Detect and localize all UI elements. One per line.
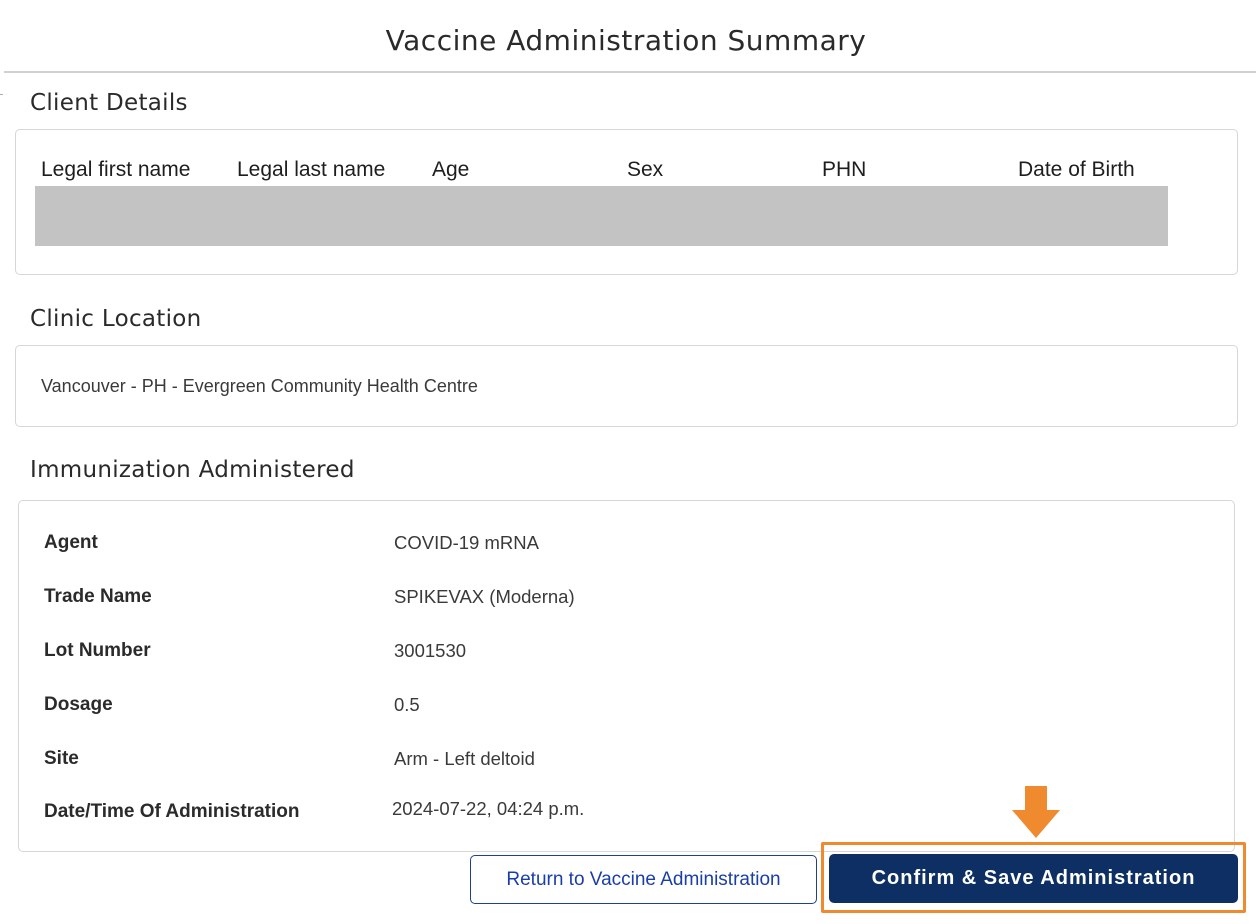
immunization-heading: Immunization Administered [30, 457, 355, 483]
lot-number-label: Lot Number [44, 640, 151, 661]
left-edge-marker [0, 94, 3, 95]
trade-name-value: SPIKEVAX (Moderna) [394, 586, 575, 607]
column-date-of-birth: Date of Birth [1018, 158, 1135, 181]
agent-label: Agent [44, 532, 98, 553]
date-time-value: 2024-07-22, 04:24 p.m. [392, 798, 585, 819]
agent-value: COVID-19 mRNA [394, 532, 539, 553]
date-time-label: Date/Time Of Administration [44, 801, 300, 822]
clinic-location-value: Vancouver - PH - Evergreen Community Health Centre [41, 376, 478, 396]
client-details-header-row [16, 158, 1237, 184]
column-phn: PHN [822, 158, 867, 181]
column-legal-first-name: Legal first name [41, 158, 191, 181]
arrow-down-icon [1012, 786, 1060, 838]
clinic-location-card [15, 345, 1238, 427]
page-title: Vaccine Administration Summary [385, 24, 867, 57]
confirm-save-administration-button[interactable]: Confirm & Save Administration [829, 854, 1238, 903]
clinic-location-heading: Clinic Location [30, 306, 202, 332]
site-value: Arm - Left deltoid [394, 748, 535, 769]
client-details-heading: Client Details [30, 90, 188, 116]
title-divider [4, 71, 1256, 73]
column-sex: Sex [627, 158, 664, 181]
dosage-label: Dosage [44, 694, 113, 715]
trade-name-label: Trade Name [44, 586, 152, 607]
client-details-card [15, 129, 1238, 275]
column-age: Age [432, 158, 470, 181]
site-label: Site [44, 748, 79, 769]
return-to-vaccine-administration-button[interactable]: Return to Vaccine Administration [470, 855, 817, 904]
dosage-value: 0.5 [394, 694, 420, 715]
column-legal-last-name: Legal last name [237, 158, 386, 181]
client-details-redacted-row [35, 186, 1168, 246]
lot-number-value: 3001530 [394, 640, 467, 661]
